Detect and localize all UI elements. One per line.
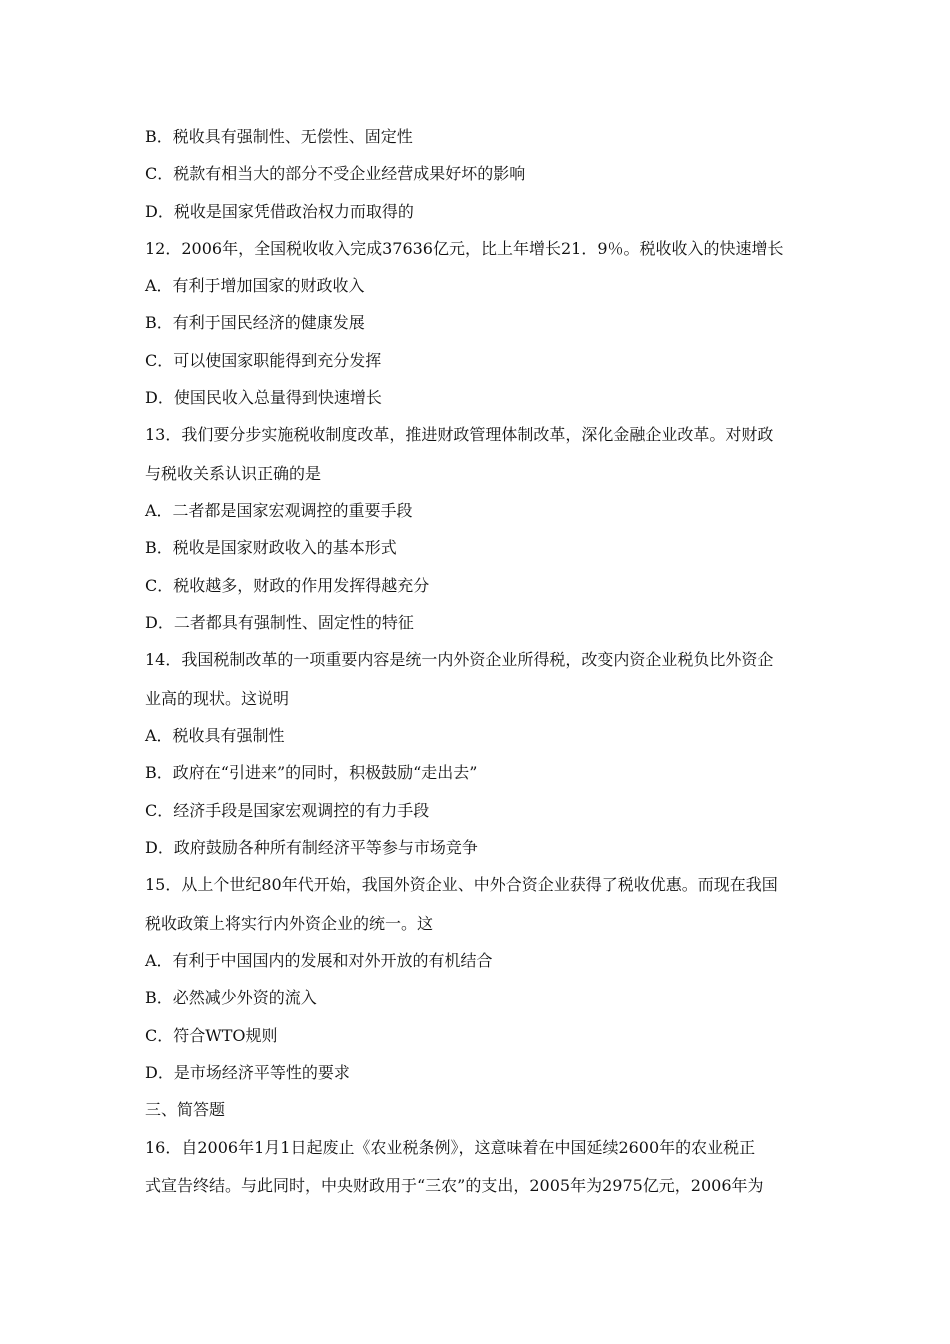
question-14-line-1: 14．我国税制改革的一项重要内容是统一内外资企业所得税，改变内资企业税负比外资企 (145, 650, 774, 670)
section-heading-short-answer: 三、简答题 (145, 1100, 226, 1120)
question-12: 12．2006年，全国税收收入完成37636亿元，比上年增长21．9％。税收收入的快速增长 (145, 238, 784, 258)
option-11-b: B．税收具有强制性、无偿性、固定性 (145, 127, 413, 146)
option-11-d: D．税收是国家凭借政治权力而取得的 (145, 201, 414, 221)
option-14-d: D．政府鼓励各种所有制经济平等参与市场竞争 (145, 838, 478, 858)
option-13-c: C．税收越多，财政的作用发挥得越充分 (145, 575, 430, 595)
option-11-c: C．税款有相当大的部分不受企业经营成果好坏的影响 (145, 164, 526, 184)
option-12-c: C．可以使国家职能得到充分发挥 (145, 350, 382, 370)
option-15-a: A．有利于中国国内的发展和对外开放的有机结合 (145, 951, 493, 971)
option-12-b: B．有利于国民经济的健康发展 (145, 313, 365, 333)
option-14-b: B．政府在“引进来”的同时，积极鼓励“走出去” (145, 763, 478, 783)
option-14-c: C．经济手段是国家宏观调控的有力手段 (145, 800, 430, 820)
option-15-b: B．必然减少外资的流入 (145, 988, 317, 1008)
question-13-line-2: 与税收关系认识正确的是 (145, 463, 322, 483)
question-15-line-1: 15．从上个世纪80年代开始，我国外资企业、中外合资企业获得了税收优惠。而现在我国 (145, 875, 778, 895)
option-15-d: D．是市场经济平等性的要求 (145, 1063, 350, 1083)
option-13-b: B．税收是国家财政收入的基本形式 (145, 538, 397, 558)
question-16-line-1: 16．自2006年1月1日起废止《农业税条例》，这意味着在中国延续2600年的农业税正 (145, 1137, 756, 1157)
question-14-line-2: 业高的现状。这说明 (145, 688, 290, 708)
option-13-a: A．二者都是国家宏观调控的重要手段 (145, 501, 413, 521)
option-13-d: D．二者都具有强制性、固定性的特征 (145, 613, 414, 633)
option-14-a: A．税收具有强制性 (145, 726, 285, 746)
question-15-line-2: 税收政策上将实行内外资企业的统一。这 (145, 913, 434, 933)
option-12-a: A．有利于增加国家的财政收入 (145, 276, 365, 296)
page-content (145, 121, 810, 1207)
question-16-line-2: 式宣告终结。与此同时，中央财政用于“三农”的支出，2005年为2975亿元，2006年为 (145, 1176, 764, 1196)
option-12-d: D．使国民收入总量得到快速增长 (145, 388, 382, 408)
question-13-line-1: 13．我们要分步实施税收制度改革，推进财政管理体制改革，深化金融企业改革。对财政 (145, 425, 774, 445)
option-15-c: C．符合WTO规则 (145, 1025, 278, 1045)
